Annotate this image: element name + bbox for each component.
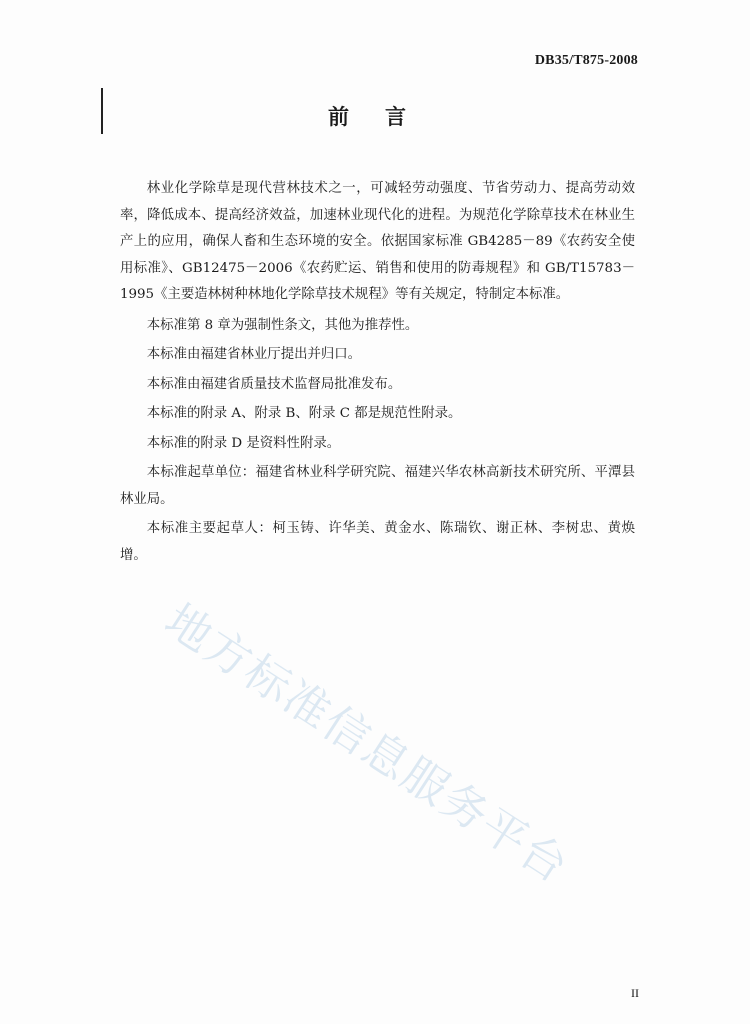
paragraph-mandatory-clause: 本标准第 8 章为强制性条文，其他为推荐性。 — [146, 317, 419, 333]
paragraph-normative-appendices: 本标准的附录 A、附录 B、附录 C 都是规范性附录。 — [146, 406, 462, 421]
page-number: II — [631, 986, 639, 1000]
watermark: 地方标准信息服务平台 — [155, 593, 579, 894]
paragraph-drafters: 本标准主要起草人：柯玉铸、许华美、黄金水、陈瑞钦、谢正林、李树忠、黄焕增。 — [120, 521, 635, 563]
page-title: 前言 — [328, 105, 442, 129]
paragraph-drafting-units: 本标准起草单位：福建省林业科学研究院、福建兴华农林高新技术研究所、平潭县林业局。 — [120, 465, 635, 507]
paragraph-intro: 林业化学除草是现代营林技术之一，可减轻劳动强度、节省劳动力、提高劳动效率，降低成本、提高经济效益，加速林业现代化的进程。为规范化学除草技术在林业生产上的应用，确保人畜和生态环境的安全。依据国家标准 GB4285－89《农药安全使用标准》、GB12475－2006《农药贮运、销售和使用的防毒规程》和 GB/T15783－1995《主要造林树种林地化学除草技术规程》等有关规定，特制定本标准。 — [120, 181, 635, 302]
paragraph-proposer: 本标准由福建省林业厅提出并归口。 — [146, 347, 362, 362]
paragraph-informative-appendix: 本标准的附录 D 是资料性附录。 — [146, 435, 341, 451]
document-code: DB35/T875-2008 — [534, 53, 638, 68]
paragraph-approval: 本标准由福建省质量技术监督局批准发布。 — [146, 376, 402, 392]
foreword-body — [120, 176, 635, 572]
